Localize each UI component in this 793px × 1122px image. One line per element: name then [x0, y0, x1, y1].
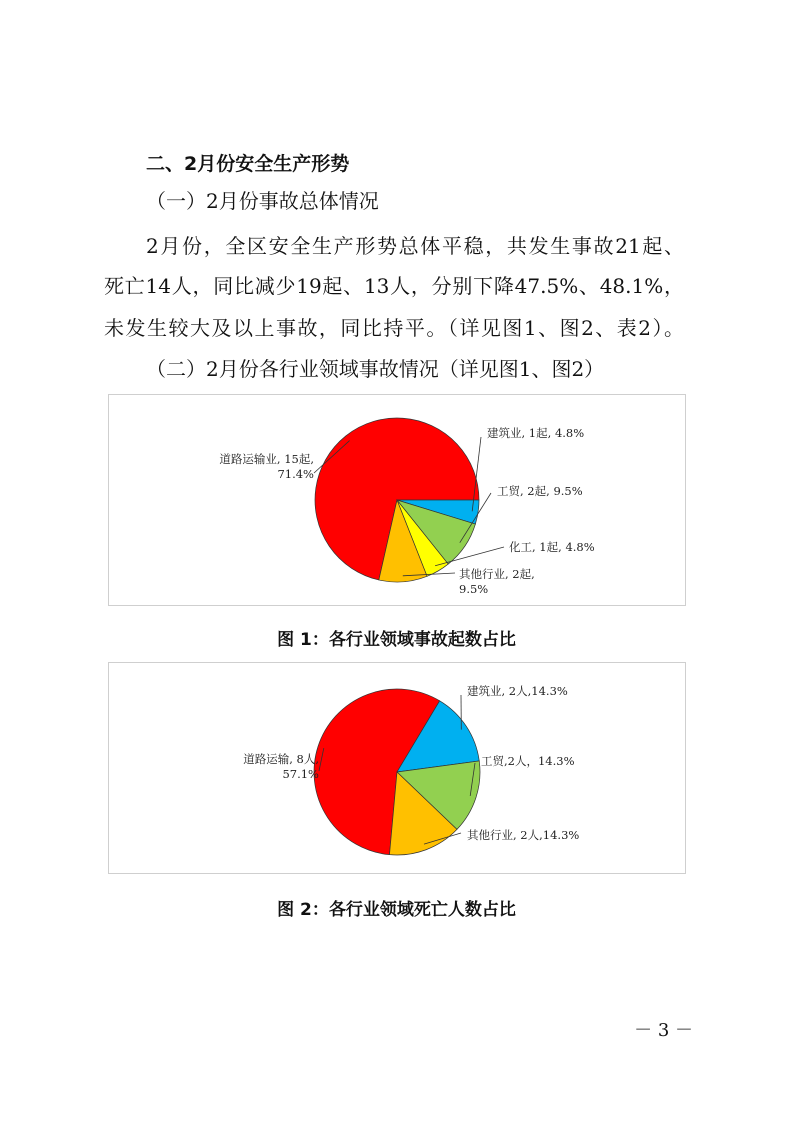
slice-label-1: 道路运输, 8人, 57.1%	[243, 752, 319, 781]
figure-1-chart	[108, 394, 686, 606]
slice-label-3: 工贸, 2起, 9.5%	[497, 484, 583, 498]
slice-label-3: 工贸,2人，14.3%	[481, 754, 575, 768]
paragraph-line-3: 未发生较大及以上事故，同比持平。（详见图1、图2、表2）。	[104, 316, 684, 340]
slice-label-4: 其他行业, 2人,14.3%	[467, 828, 580, 842]
figure-2-caption: 图 2：各行业领域死亡人数占比	[277, 900, 516, 920]
pie-chart-accidents	[109, 395, 685, 605]
slice-label-4: 化工, 1起, 4.8%	[509, 540, 595, 554]
slice-label-1: 道路运输业, 15起, 71.4%	[219, 452, 314, 481]
pie-chart-fatalities	[109, 663, 685, 873]
page-number: － 3 －	[634, 1020, 693, 1041]
subheading-industry: （二）2月份各行业领域事故情况（详见图1、图2）	[146, 357, 605, 381]
slice-label-2: 建筑业, 1起, 4.8%	[487, 426, 585, 440]
slice-label-2: 建筑业, 2人,14.3%	[467, 684, 568, 698]
section-heading: 二、2月份安全生产形势	[146, 153, 350, 175]
slice-label-5: 其他行业, 2起, 9.5%	[459, 567, 535, 596]
figure-2-chart	[108, 662, 686, 874]
subheading-overall: （一）2月份事故总体情况	[146, 189, 379, 213]
figure-1-caption: 图 1：各行业领域事故起数占比	[277, 630, 516, 650]
paragraph-line-2: 死亡14人，同比减少19起、13人，分别下降47.5%、48.1%，	[104, 274, 684, 298]
paragraph-line-1: 2月份，全区安全生产形势总体平稳，共发生事故21起、	[146, 234, 684, 258]
